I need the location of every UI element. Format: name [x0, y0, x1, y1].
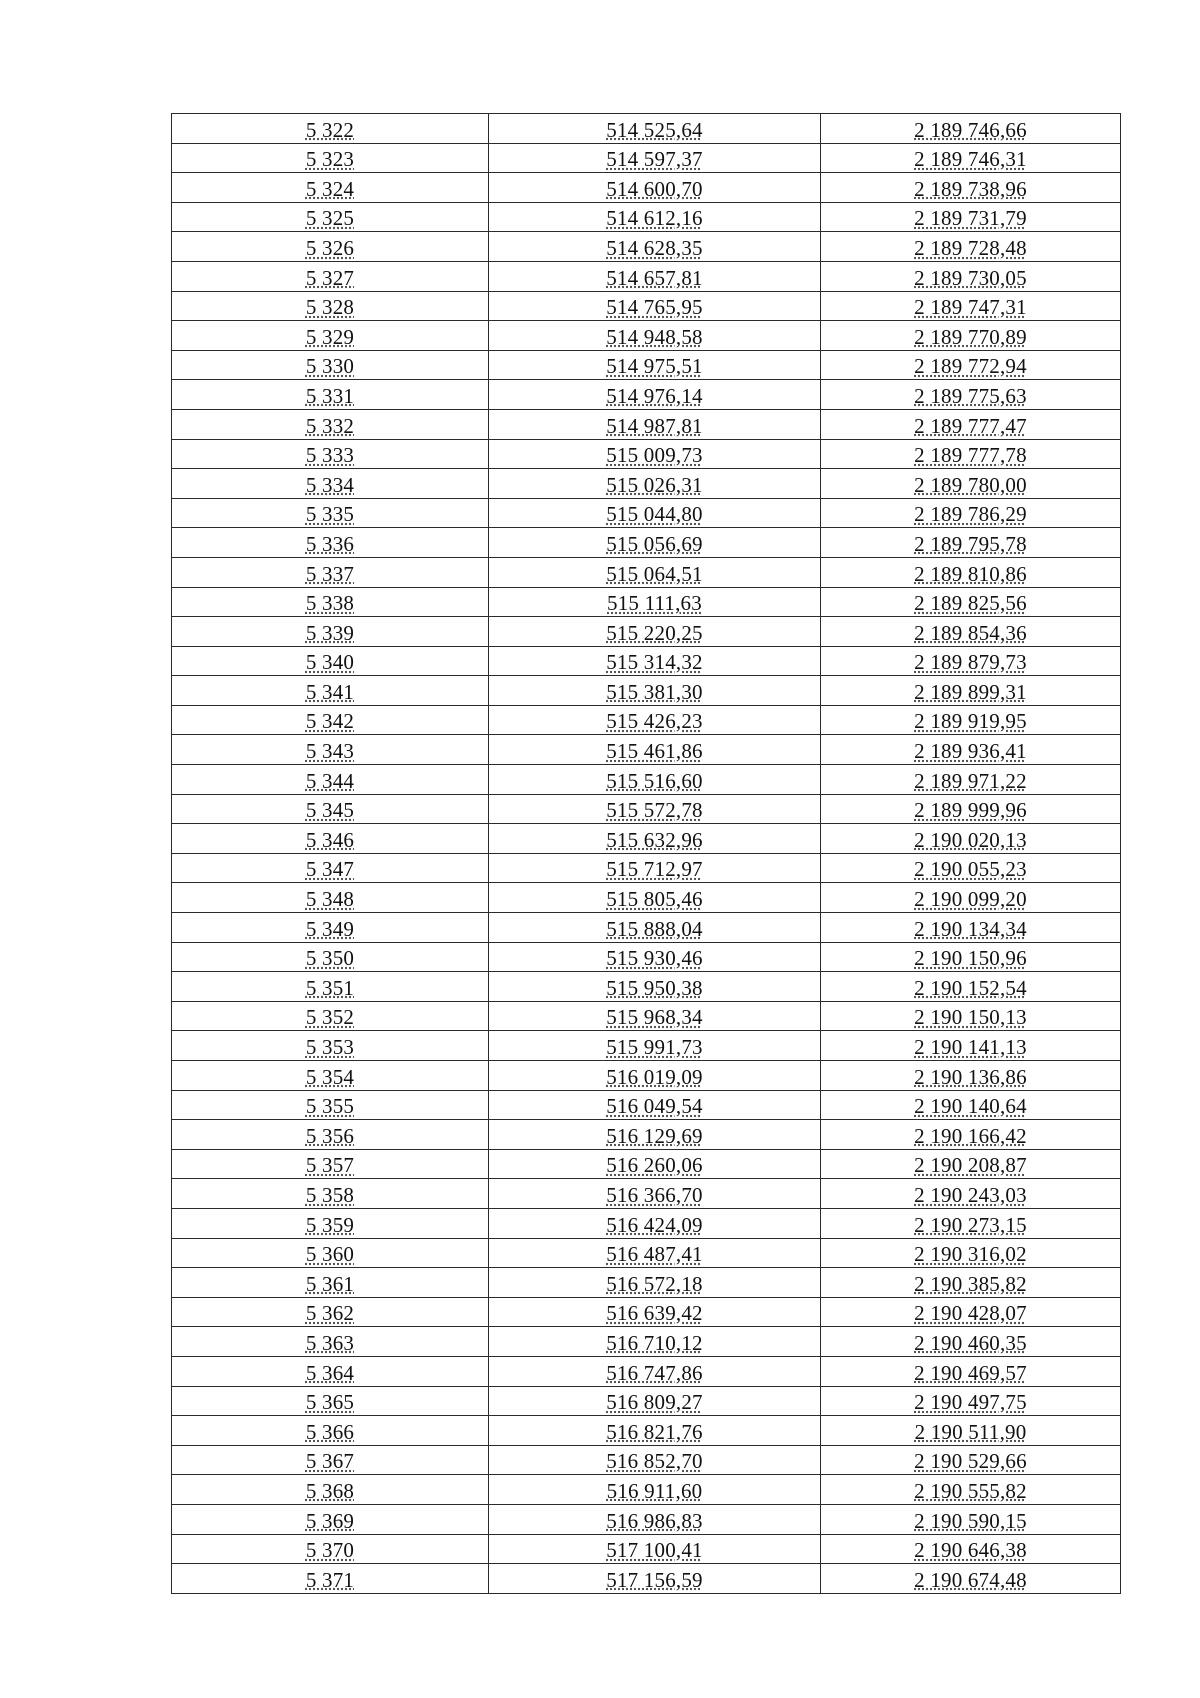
x-coordinate-cell: 515 950,38 — [489, 972, 821, 1002]
point-number-cell: 5 338 — [172, 587, 489, 617]
y-coordinate-cell: 2 189 777,47 — [821, 409, 1121, 439]
point-number-cell: 5 341 — [172, 676, 489, 706]
y-coordinate-cell: 2 190 243,03 — [821, 1179, 1121, 1209]
x-coordinate-cell: 516 424,09 — [489, 1208, 821, 1238]
x-coordinate-cell: 516 821,76 — [489, 1416, 821, 1446]
point-number-cell: 5 352 — [172, 1001, 489, 1031]
table-row — [172, 1416, 1121, 1446]
table-row — [172, 1297, 1121, 1327]
y-coordinate-cell: 2 189 746,31 — [821, 143, 1121, 173]
x-coordinate-cell: 515 026,31 — [489, 469, 821, 499]
table-row — [172, 232, 1121, 262]
x-coordinate-cell: 515 044,80 — [489, 498, 821, 528]
table-row — [172, 498, 1121, 528]
point-number-cell: 5 334 — [172, 469, 489, 499]
x-coordinate-cell: 514 597,37 — [489, 143, 821, 173]
y-coordinate-cell: 2 189 854,36 — [821, 617, 1121, 647]
y-coordinate-cell: 2 190 141,13 — [821, 1031, 1121, 1061]
y-coordinate-cell: 2 190 646,38 — [821, 1534, 1121, 1564]
x-coordinate-cell: 515 805,46 — [489, 883, 821, 913]
x-coordinate-cell: 515 314,32 — [489, 646, 821, 676]
point-number-cell: 5 327 — [172, 261, 489, 291]
y-coordinate-cell: 2 189 780,00 — [821, 469, 1121, 499]
table-row — [172, 1090, 1121, 1120]
x-coordinate-cell: 515 968,34 — [489, 1001, 821, 1031]
point-number-cell: 5 368 — [172, 1475, 489, 1505]
x-coordinate-cell: 516 019,09 — [489, 1061, 821, 1091]
y-coordinate-cell: 2 189 728,48 — [821, 232, 1121, 262]
x-coordinate-cell: 516 986,83 — [489, 1504, 821, 1534]
y-coordinate-cell: 2 190 555,82 — [821, 1475, 1121, 1505]
point-number-cell: 5 365 — [172, 1386, 489, 1416]
table-row — [172, 1356, 1121, 1386]
point-number-cell: 5 367 — [172, 1445, 489, 1475]
table-row — [172, 646, 1121, 676]
point-number-cell: 5 339 — [172, 617, 489, 647]
y-coordinate-cell: 2 189 810,86 — [821, 557, 1121, 587]
point-number-cell: 5 366 — [172, 1416, 489, 1446]
table-row — [172, 380, 1121, 410]
point-number-cell: 5 328 — [172, 291, 489, 321]
x-coordinate-cell: 517 100,41 — [489, 1534, 821, 1564]
point-number-cell: 5 335 — [172, 498, 489, 528]
point-number-cell: 5 370 — [172, 1534, 489, 1564]
y-coordinate-cell: 2 190 529,66 — [821, 1445, 1121, 1475]
y-coordinate-cell: 2 190 590,15 — [821, 1504, 1121, 1534]
x-coordinate-cell: 515 888,04 — [489, 913, 821, 943]
x-coordinate-cell: 516 710,12 — [489, 1327, 821, 1357]
table-row — [172, 735, 1121, 765]
x-coordinate-cell: 516 911,60 — [489, 1475, 821, 1505]
table-row — [172, 1475, 1121, 1505]
coordinates-table — [171, 113, 1121, 1594]
y-coordinate-cell: 2 190 020,13 — [821, 824, 1121, 854]
table-row — [172, 824, 1121, 854]
y-coordinate-cell: 2 190 674,48 — [821, 1564, 1121, 1594]
y-coordinate-cell: 2 189 770,89 — [821, 321, 1121, 351]
table-row — [172, 1061, 1121, 1091]
y-coordinate-cell: 2 190 469,57 — [821, 1356, 1121, 1386]
table-row — [172, 676, 1121, 706]
table-row — [172, 557, 1121, 587]
x-coordinate-cell: 516 809,27 — [489, 1386, 821, 1416]
x-coordinate-cell: 515 426,23 — [489, 705, 821, 735]
table-row — [172, 617, 1121, 647]
y-coordinate-cell: 2 190 136,86 — [821, 1061, 1121, 1091]
table-row — [172, 439, 1121, 469]
table-row — [172, 261, 1121, 291]
y-coordinate-cell: 2 189 747,31 — [821, 291, 1121, 321]
x-coordinate-cell: 516 639,42 — [489, 1297, 821, 1327]
y-coordinate-cell: 2 189 919,95 — [821, 705, 1121, 735]
table-row — [172, 1268, 1121, 1298]
x-coordinate-cell: 515 516,60 — [489, 765, 821, 795]
x-coordinate-cell: 514 600,70 — [489, 173, 821, 203]
x-coordinate-cell: 514 976,14 — [489, 380, 821, 410]
y-coordinate-cell: 2 190 208,87 — [821, 1149, 1121, 1179]
point-number-cell: 5 344 — [172, 765, 489, 795]
table-row — [172, 883, 1121, 913]
y-coordinate-cell: 2 189 825,56 — [821, 587, 1121, 617]
y-coordinate-cell: 2 189 786,29 — [821, 498, 1121, 528]
x-coordinate-cell: 515 461,86 — [489, 735, 821, 765]
table-row — [172, 1504, 1121, 1534]
table-row — [172, 321, 1121, 351]
table-row — [172, 1179, 1121, 1209]
y-coordinate-cell: 2 190 385,82 — [821, 1268, 1121, 1298]
point-number-cell: 5 336 — [172, 528, 489, 558]
y-coordinate-cell: 2 189 730,05 — [821, 261, 1121, 291]
x-coordinate-cell: 514 612,16 — [489, 202, 821, 232]
point-number-cell: 5 347 — [172, 853, 489, 883]
point-number-cell: 5 332 — [172, 409, 489, 439]
x-coordinate-cell: 516 487,41 — [489, 1238, 821, 1268]
point-number-cell: 5 369 — [172, 1504, 489, 1534]
y-coordinate-cell: 2 190 150,96 — [821, 942, 1121, 972]
point-number-cell: 5 364 — [172, 1356, 489, 1386]
y-coordinate-cell: 2 189 899,31 — [821, 676, 1121, 706]
table-row — [172, 1149, 1121, 1179]
table-row — [172, 705, 1121, 735]
table-row — [172, 1001, 1121, 1031]
y-coordinate-cell: 2 190 140,64 — [821, 1090, 1121, 1120]
y-coordinate-cell: 2 189 999,96 — [821, 794, 1121, 824]
point-number-cell: 5 350 — [172, 942, 489, 972]
table-row — [172, 1564, 1121, 1594]
point-number-cell: 5 355 — [172, 1090, 489, 1120]
y-coordinate-cell: 2 189 775,63 — [821, 380, 1121, 410]
table-row — [172, 469, 1121, 499]
x-coordinate-cell: 514 765,95 — [489, 291, 821, 321]
table-row — [172, 1534, 1121, 1564]
y-coordinate-cell: 2 189 772,94 — [821, 350, 1121, 380]
point-number-cell: 5 330 — [172, 350, 489, 380]
x-coordinate-cell: 515 930,46 — [489, 942, 821, 972]
point-number-cell: 5 349 — [172, 913, 489, 943]
y-coordinate-cell: 2 190 460,35 — [821, 1327, 1121, 1357]
y-coordinate-cell: 2 190 166,42 — [821, 1120, 1121, 1150]
table-row — [172, 350, 1121, 380]
point-number-cell: 5 353 — [172, 1031, 489, 1061]
point-number-cell: 5 326 — [172, 232, 489, 262]
coordinates-table-body — [172, 114, 1121, 1594]
y-coordinate-cell: 2 190 273,15 — [821, 1208, 1121, 1238]
y-coordinate-cell: 2 189 971,22 — [821, 765, 1121, 795]
point-number-cell: 5 343 — [172, 735, 489, 765]
table-row — [172, 1445, 1121, 1475]
point-number-cell: 5 346 — [172, 824, 489, 854]
y-coordinate-cell: 2 190 099,20 — [821, 883, 1121, 913]
y-coordinate-cell: 2 189 795,78 — [821, 528, 1121, 558]
point-number-cell: 5 323 — [172, 143, 489, 173]
table-row — [172, 1386, 1121, 1416]
x-coordinate-cell: 514 628,35 — [489, 232, 821, 262]
table-row — [172, 202, 1121, 232]
y-coordinate-cell: 2 190 150,13 — [821, 1001, 1121, 1031]
y-coordinate-cell: 2 190 428,07 — [821, 1297, 1121, 1327]
point-number-cell: 5 333 — [172, 439, 489, 469]
y-coordinate-cell: 2 189 731,79 — [821, 202, 1121, 232]
point-number-cell: 5 337 — [172, 557, 489, 587]
point-number-cell: 5 354 — [172, 1061, 489, 1091]
table-row — [172, 794, 1121, 824]
point-number-cell: 5 356 — [172, 1120, 489, 1150]
point-number-cell: 5 357 — [172, 1149, 489, 1179]
table-row — [172, 1208, 1121, 1238]
x-coordinate-cell: 515 009,73 — [489, 439, 821, 469]
y-coordinate-cell: 2 190 152,54 — [821, 972, 1121, 1002]
x-coordinate-cell: 514 525,64 — [489, 114, 821, 144]
y-coordinate-cell: 2 189 738,96 — [821, 173, 1121, 203]
table-row — [172, 942, 1121, 972]
x-coordinate-cell: 515 381,30 — [489, 676, 821, 706]
point-number-cell: 5 363 — [172, 1327, 489, 1357]
x-coordinate-cell: 517 156,59 — [489, 1564, 821, 1594]
x-coordinate-cell: 515 572,78 — [489, 794, 821, 824]
table-row — [172, 143, 1121, 173]
y-coordinate-cell: 2 189 777,78 — [821, 439, 1121, 469]
point-number-cell: 5 329 — [172, 321, 489, 351]
x-coordinate-cell: 515 632,96 — [489, 824, 821, 854]
y-coordinate-cell: 2 190 497,75 — [821, 1386, 1121, 1416]
point-number-cell: 5 359 — [172, 1208, 489, 1238]
table-row — [172, 173, 1121, 203]
x-coordinate-cell: 515 712,97 — [489, 853, 821, 883]
point-number-cell: 5 351 — [172, 972, 489, 1002]
y-coordinate-cell: 2 190 316,02 — [821, 1238, 1121, 1268]
y-coordinate-cell: 2 190 055,23 — [821, 853, 1121, 883]
point-number-cell: 5 345 — [172, 794, 489, 824]
x-coordinate-cell: 516 366,70 — [489, 1179, 821, 1209]
point-number-cell: 5 348 — [172, 883, 489, 913]
y-coordinate-cell: 2 189 879,73 — [821, 646, 1121, 676]
x-coordinate-cell: 515 064,51 — [489, 557, 821, 587]
x-coordinate-cell: 516 852,70 — [489, 1445, 821, 1475]
point-number-cell: 5 325 — [172, 202, 489, 232]
x-coordinate-cell: 514 975,51 — [489, 350, 821, 380]
table-row — [172, 1031, 1121, 1061]
table-row — [172, 587, 1121, 617]
x-coordinate-cell: 514 657,81 — [489, 261, 821, 291]
table-row — [172, 1120, 1121, 1150]
x-coordinate-cell: 516 049,54 — [489, 1090, 821, 1120]
x-coordinate-cell: 516 129,69 — [489, 1120, 821, 1150]
x-coordinate-cell: 516 572,18 — [489, 1268, 821, 1298]
table-row — [172, 913, 1121, 943]
table-row — [172, 972, 1121, 1002]
x-coordinate-cell: 515 220,25 — [489, 617, 821, 647]
table-row — [172, 765, 1121, 795]
point-number-cell: 5 371 — [172, 1564, 489, 1594]
y-coordinate-cell: 2 189 746,66 — [821, 114, 1121, 144]
point-number-cell: 5 322 — [172, 114, 489, 144]
table-row — [172, 1238, 1121, 1268]
y-coordinate-cell: 2 189 936,41 — [821, 735, 1121, 765]
x-coordinate-cell: 514 948,58 — [489, 321, 821, 351]
x-coordinate-cell: 515 056,69 — [489, 528, 821, 558]
table-row — [172, 291, 1121, 321]
y-coordinate-cell: 2 190 511,90 — [821, 1416, 1121, 1446]
point-number-cell: 5 324 — [172, 173, 489, 203]
table-row — [172, 1327, 1121, 1357]
y-coordinate-cell: 2 190 134,34 — [821, 913, 1121, 943]
x-coordinate-cell: 515 111,63 — [489, 587, 821, 617]
point-number-cell: 5 342 — [172, 705, 489, 735]
table-row — [172, 409, 1121, 439]
table-row — [172, 528, 1121, 558]
table-row — [172, 853, 1121, 883]
x-coordinate-cell: 514 987,81 — [489, 409, 821, 439]
x-coordinate-cell: 516 260,06 — [489, 1149, 821, 1179]
point-number-cell: 5 358 — [172, 1179, 489, 1209]
point-number-cell: 5 331 — [172, 380, 489, 410]
x-coordinate-cell: 515 991,73 — [489, 1031, 821, 1061]
table-row — [172, 114, 1121, 144]
point-number-cell: 5 362 — [172, 1297, 489, 1327]
point-number-cell: 5 361 — [172, 1268, 489, 1298]
point-number-cell: 5 340 — [172, 646, 489, 676]
point-number-cell: 5 360 — [172, 1238, 489, 1268]
x-coordinate-cell: 516 747,86 — [489, 1356, 821, 1386]
